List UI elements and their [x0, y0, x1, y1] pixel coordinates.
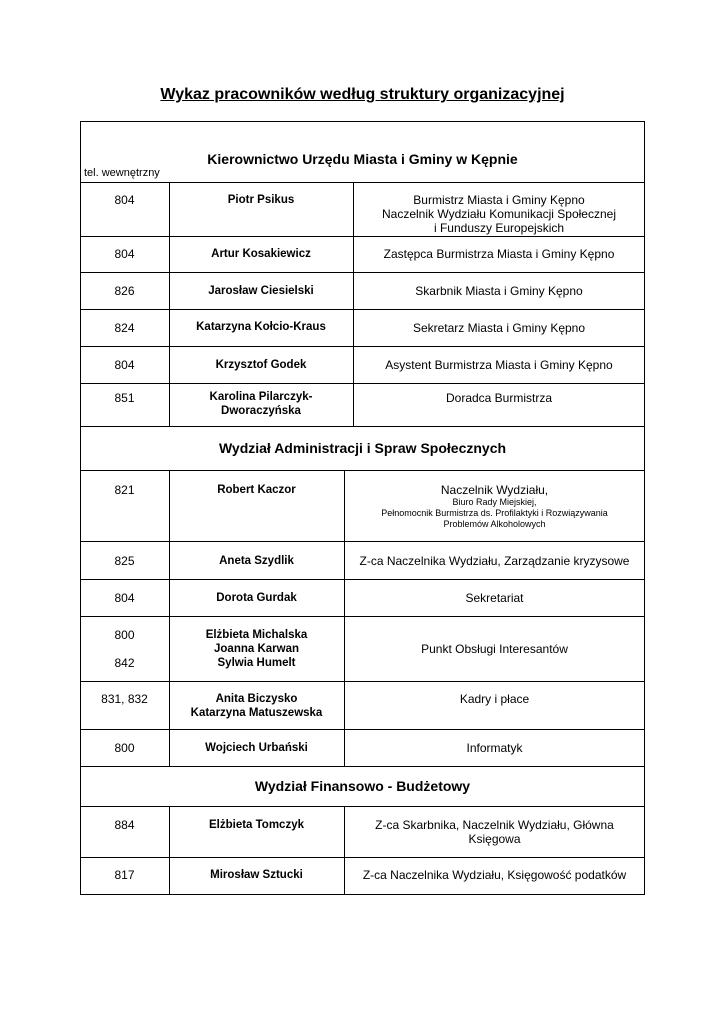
- row-divider: [80, 236, 645, 237]
- ext-cell: 826: [114, 284, 135, 298]
- name-cell: Jarosław Ciesielski: [208, 285, 314, 297]
- role-line: Biuro Rady Miejskiej,: [452, 497, 537, 507]
- row-divider: [80, 681, 645, 682]
- role-cell: Sekretariat: [465, 591, 524, 605]
- ext-cell: 825: [114, 554, 135, 568]
- name-line: Elżbieta Michalska: [205, 629, 308, 641]
- row-divider: [80, 766, 645, 767]
- name-cell: Piotr Psikus: [227, 194, 295, 206]
- role-cell: [344, 818, 645, 846]
- ext-cell: [80, 628, 169, 670]
- role-line: Problemów Alkoholowych: [443, 519, 546, 529]
- row-divider: [80, 272, 645, 273]
- name-cell: [169, 628, 344, 670]
- ext-line: 842: [114, 656, 135, 670]
- role-cell: Sekretarz Miasta i Gminy Kępno: [412, 321, 586, 335]
- role-cell: Skarbnik Miasta i Gminy Kępno: [415, 284, 583, 298]
- row-divider: [80, 346, 645, 347]
- section-title: Kierownictwo Urzędu Miasta i Gminy w Kępnie: [207, 151, 518, 167]
- ext-line: 800: [114, 628, 135, 642]
- section-title: Wydział Administracji i Spraw Społecznych: [218, 440, 507, 456]
- role-cell: Zastępca Burmistrza Miasta i Gminy Kępno: [383, 247, 615, 261]
- ext-cell: 851: [114, 391, 135, 405]
- name-cell: Artur Kosakiewicz: [211, 248, 311, 260]
- name-cell: [169, 390, 353, 418]
- ext-cell: 831, 832: [101, 692, 148, 706]
- name-cell: Aneta Szydlik: [219, 555, 294, 567]
- role-cell: Z-ca Naczelnika Wydziału, Księgowość podatków: [362, 868, 627, 882]
- role-line: Z-ca Skarbnika, Naczelnik Wydziału, Główna: [375, 818, 614, 832]
- role-cell: Kadry i płace: [459, 692, 530, 706]
- row-divider: [80, 541, 645, 542]
- ext-cell: 884: [114, 818, 135, 832]
- name-line: Anita Biczysko: [215, 693, 298, 705]
- row-divider: [80, 309, 645, 310]
- ext-cell: 804: [114, 247, 135, 261]
- role-cell: Informatyk: [466, 741, 523, 755]
- name-line: Katarzyna Matuszewska: [190, 707, 323, 719]
- name-cell: Wojciech Urbański: [205, 742, 308, 754]
- name-line: Joanna Karwan: [214, 643, 299, 655]
- row-divider: [80, 729, 645, 730]
- ext-cell: 817: [114, 868, 135, 882]
- row-divider: [80, 470, 645, 471]
- role-line: i Funduszy Europejskich: [433, 221, 565, 235]
- name-cell: Katarzyna Kołcio-Kraus: [196, 321, 326, 333]
- role-cell: Doradca Burmistrza: [445, 391, 553, 405]
- section-title: Wydział Finansowo - Budżetowy: [254, 778, 471, 794]
- row-divider: [80, 857, 645, 858]
- role-cell: Punkt Obsługi Interesantów: [421, 642, 568, 656]
- role-cell: [353, 193, 645, 235]
- page-title: Wykaz pracowników według struktury organizacyjnej: [160, 86, 565, 103]
- name-line: Karolina Pilarczyk-: [209, 391, 313, 403]
- row-divider: [80, 579, 645, 580]
- role-line: Naczelnik Wydziału Komunikacji Społecznej: [382, 207, 616, 221]
- ext-cell: 804: [114, 193, 135, 207]
- ext-cell: 804: [114, 591, 135, 605]
- role-line: Burmistrz Miasta i Gminy Kępno: [413, 193, 585, 207]
- name-cell: Dorota Gurdak: [216, 592, 297, 604]
- column-divider: [169, 470, 170, 766]
- ext-cell: 824: [114, 321, 135, 335]
- role-line: Księgowa: [468, 832, 521, 846]
- name-cell: [169, 692, 344, 720]
- role-line: Naczelnik Wydziału,: [440, 483, 549, 497]
- role-cell: [344, 483, 645, 530]
- ext-cell: 804: [114, 358, 135, 372]
- name-cell: Elżbieta Tomczyk: [208, 819, 304, 831]
- row-divider: [80, 383, 645, 384]
- ext-cell: 800: [114, 741, 135, 755]
- ext-cell: 821: [114, 483, 135, 497]
- name-line: Dworaczyńska: [221, 405, 301, 417]
- tel-label: tel. wewnętrzny: [84, 167, 160, 179]
- row-divider: [80, 806, 645, 807]
- name-cell: Robert Kaczor: [217, 484, 296, 496]
- role-cell: Asystent Burmistrza Miasta i Gminy Kępno: [385, 358, 613, 372]
- name-line: Sylwia Humelt: [217, 657, 296, 669]
- name-cell: Mirosław Sztucki: [210, 869, 303, 881]
- role-line: Pełnomocnik Burmistrza ds. Profilaktyki i Rozwiązywania: [381, 508, 608, 518]
- row-divider: [80, 616, 645, 617]
- row-divider: [80, 182, 645, 183]
- role-cell: Z-ca Naczelnika Wydziału, Zarządzanie kryzysowe: [359, 554, 630, 568]
- row-divider: [80, 426, 645, 427]
- name-cell: Krzysztof Godek: [215, 359, 307, 371]
